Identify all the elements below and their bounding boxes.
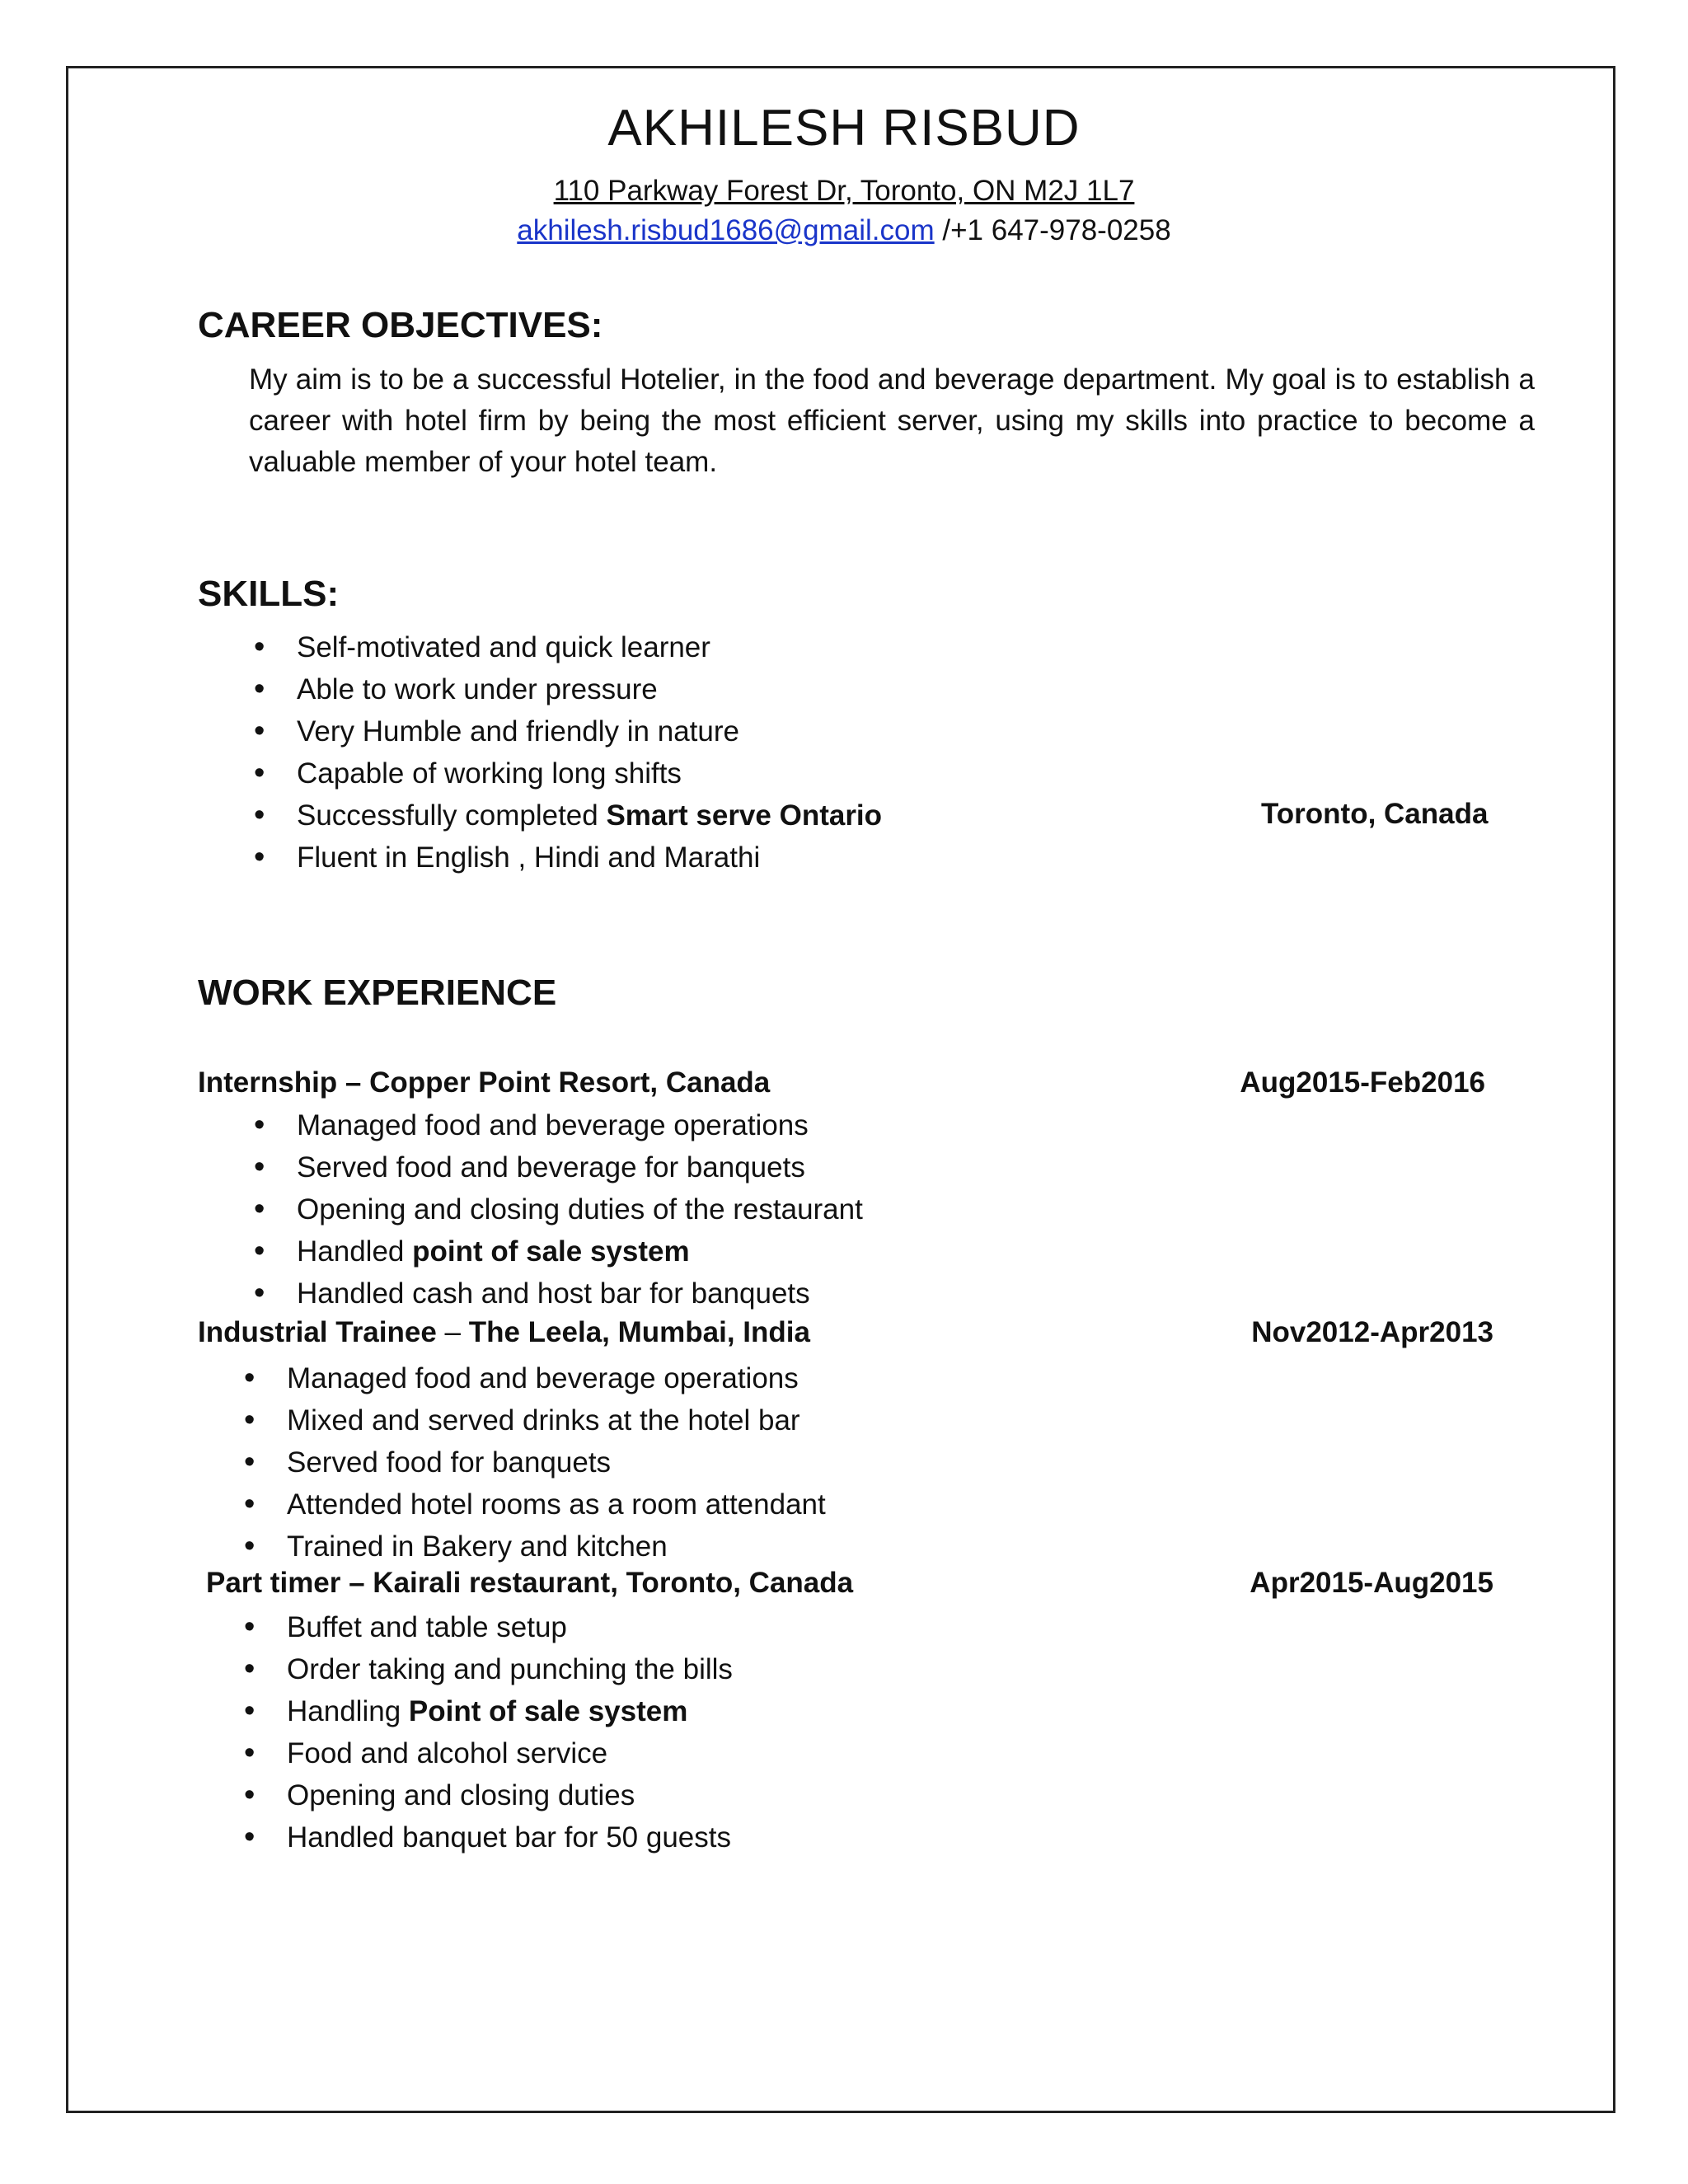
duty-text: Handling	[287, 1695, 409, 1727]
job-title-dash: –	[436, 1316, 469, 1348]
list-item: • Self-motivated and quick learner	[297, 626, 882, 668]
skill-bold-text: Smart serve Ontario	[606, 799, 883, 832]
list-item: • Order taking and punching the bills	[287, 1648, 733, 1690]
list-item: • Served food for banquets	[287, 1441, 826, 1483]
skills-list	[297, 626, 882, 879]
list-item: • Handled banquet bar for 50 guests	[287, 1816, 733, 1858]
contact-separator: /	[934, 214, 951, 246]
job-dates: Apr2015-Aug2015	[1250, 1567, 1493, 1599]
list-item: • Served food and beverage for banquets	[297, 1146, 863, 1188]
list-item: • Opening and closing duties of the restaurant	[297, 1188, 863, 1230]
skills-heading: SKILLS:	[198, 574, 340, 614]
job-title	[198, 1316, 810, 1349]
experience-heading: WORK EXPERIENCE	[198, 972, 557, 1013]
list-item: • Food and alcohol service	[287, 1732, 733, 1774]
address: 110 Parkway Forest Dr, Toronto, ON M2J 1L7	[553, 175, 1135, 207]
job-duties-list	[297, 1104, 863, 1315]
duty-bold-text: point of sale system	[412, 1235, 690, 1268]
list-item: • Fluent in English , Hindi and Marathi	[297, 837, 882, 879]
list-item: • Very Humble and friendly in nature	[297, 710, 882, 752]
list-item: • Managed food and beverage operations	[287, 1357, 826, 1399]
candidate-name: AKHILESH RISBUD	[607, 100, 1081, 157]
list-item	[287, 1690, 733, 1732]
objective-heading: CAREER OBJECTIVES:	[198, 305, 603, 345]
list-item: • Opening and closing duties	[287, 1774, 733, 1816]
list-item: • Able to work under pressure	[297, 668, 882, 710]
job-dates: Nov2012-Apr2013	[1251, 1316, 1493, 1348]
list-item	[297, 1230, 863, 1272]
email-link[interactable]: akhilesh.risbud1686@gmail.com	[517, 214, 935, 246]
list-item: • Mixed and served drinks at the hotel bar	[287, 1399, 826, 1441]
phone-number: +1 647-978-0258	[950, 214, 1171, 246]
job-title-employer: The Leela, Mumbai, India	[468, 1316, 810, 1348]
job-title: Part timer – Kairali restaurant, Toronto, Canada	[206, 1567, 854, 1599]
list-item: • Capable of working long shifts	[297, 752, 882, 794]
list-item: • Buffet and table setup	[287, 1606, 733, 1648]
job-duties-list	[287, 1357, 826, 1568]
job-dates: Aug2015-Feb2016	[1240, 1066, 1485, 1099]
list-item	[297, 794, 882, 837]
list-item: • Handled cash and host bar for banquets	[297, 1272, 863, 1315]
skill-text: Successfully completed	[297, 799, 607, 832]
list-item: • Attended hotel rooms as a room attendant	[287, 1483, 826, 1526]
duty-text: Handled	[297, 1235, 413, 1268]
job-duties-list	[287, 1606, 733, 1858]
job-title: Internship – Copper Point Resort, Canada	[198, 1066, 771, 1099]
skill-location: Toronto, Canada	[1261, 798, 1489, 830]
list-item: • Trained in Bakery and kitchen	[287, 1526, 826, 1568]
contact-line	[0, 214, 1688, 247]
duty-bold-text: Point of sale system	[408, 1695, 688, 1727]
objective-text: My aim is to be a successful Hotelier, in the food and beverage department. My goal is to establish a career with hotel firm by being the most efficient server, using my skills into practice to become a valuable member of your hotel team.	[249, 363, 1535, 478]
list-item: • Managed food and beverage operations	[297, 1104, 863, 1146]
job-title-role: Industrial Trainee	[198, 1316, 437, 1348]
